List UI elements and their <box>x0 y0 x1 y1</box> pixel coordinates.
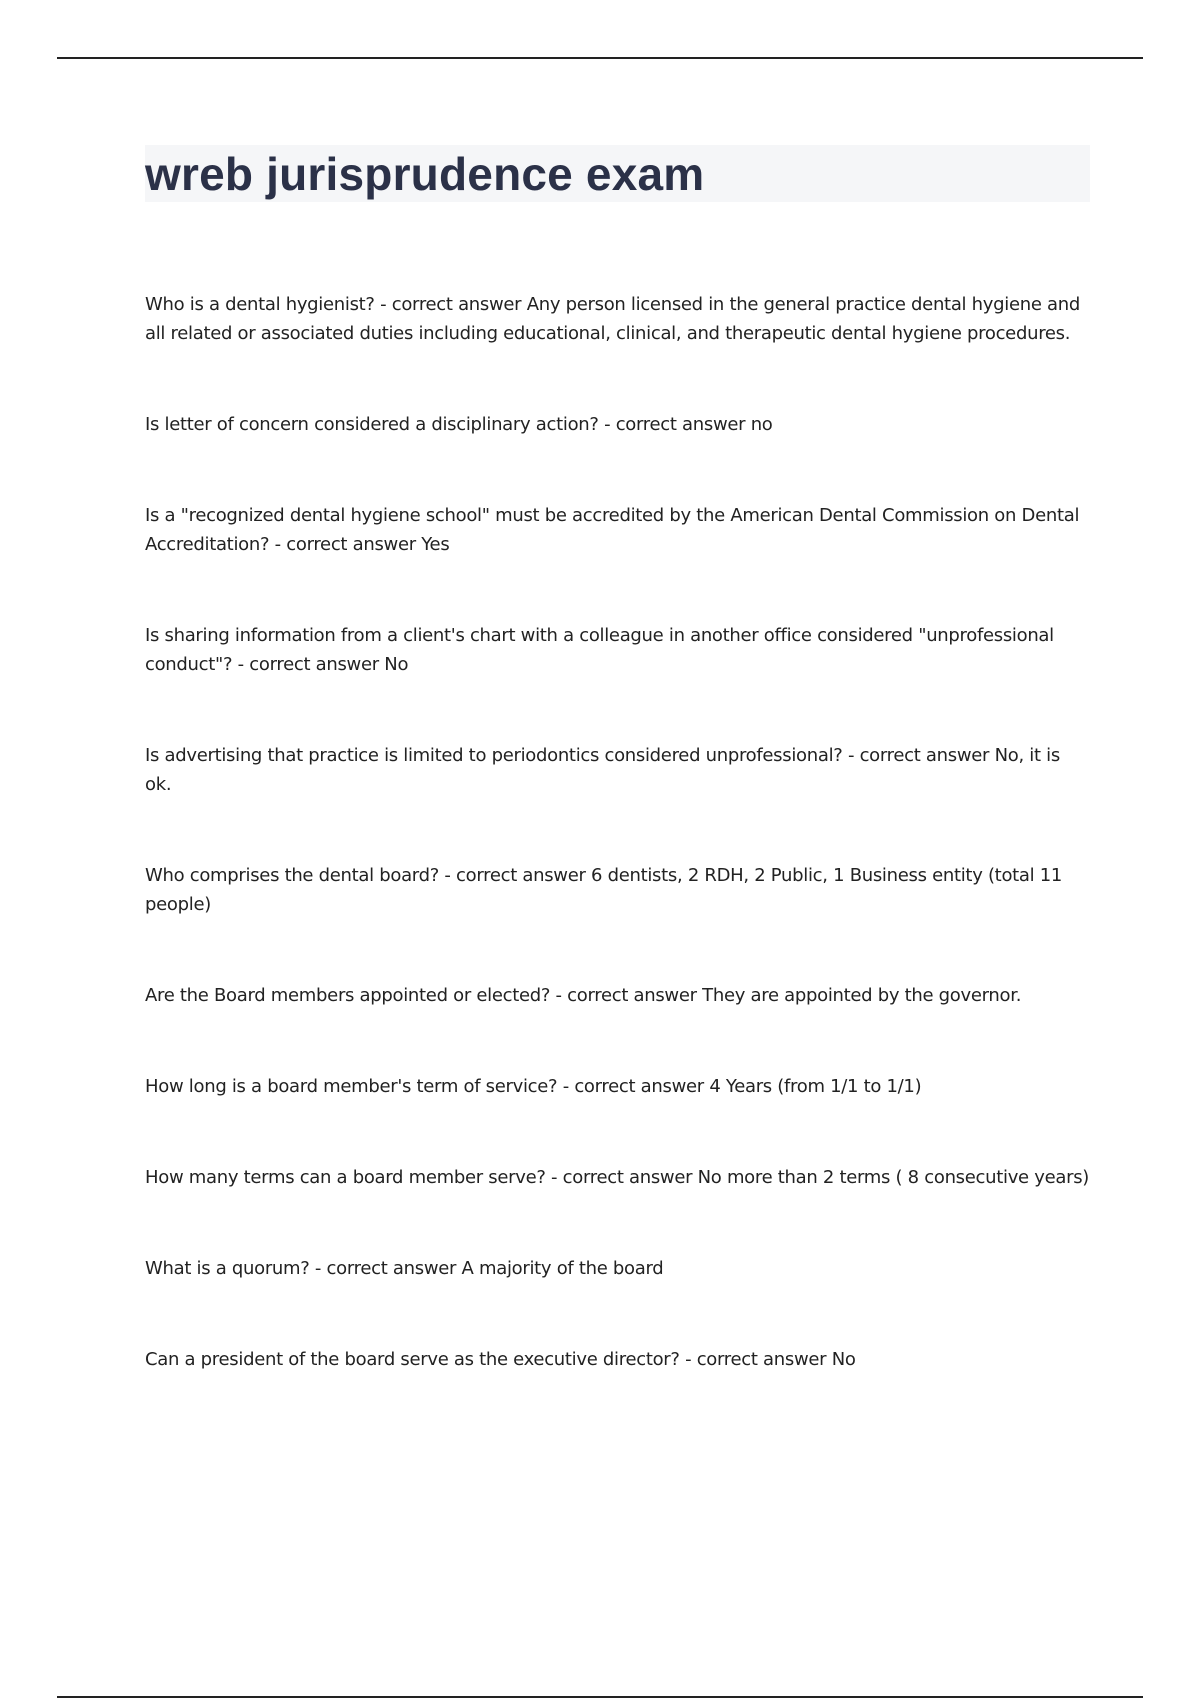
question-text: Is sharing information from a client's chart with a colleague in another office considered "unprofessional conduct"? <box>145 625 1054 675</box>
question-text: Are the Board members appointed or elected? <box>145 985 551 1006</box>
qa-item <box>145 1072 1090 1101</box>
answer-text: 6 dentists, 2 RDH, 2 Public, 1 Business entity (total 11 people) <box>145 865 1063 915</box>
answer-text: Any person licensed in the general practice dental hygiene and all related or associated duties including educational, clinical, and therapeutic dental hygiene procedures. <box>145 294 1080 344</box>
qa-item <box>145 501 1090 559</box>
qa-item <box>145 741 1090 799</box>
question-text: How long is a board member's term of service? <box>145 1076 558 1097</box>
answer-separator: - correct answer <box>438 865 592 886</box>
qa-item <box>145 861 1090 919</box>
qa-item <box>145 1163 1090 1192</box>
answer-text: Yes <box>421 534 450 555</box>
answer-separator: - correct answer <box>269 534 422 555</box>
question-text: Is advertising that practice is limited to periodontics considered unprofessional? <box>145 745 843 766</box>
question-text: Can a president of the board serve as the executive director? <box>145 1349 680 1370</box>
question-text: What is a quorum? <box>145 1258 310 1279</box>
qa-item <box>145 290 1090 348</box>
qa-item <box>145 981 1090 1010</box>
answer-separator: - correct answer <box>557 1076 710 1097</box>
answer-text: No <box>384 654 409 675</box>
answer-separator: - correct answer <box>550 985 703 1006</box>
header-rule <box>57 57 1143 59</box>
answer-separator: - correct answer <box>232 654 385 675</box>
answer-text: No, it is ok. <box>145 745 1060 795</box>
qa-item <box>145 621 1090 679</box>
question-text: How many terms can a board member serve? <box>145 1167 546 1188</box>
answer-text: A majority of the board <box>461 1258 664 1279</box>
answer-separator: - correct answer <box>842 745 995 766</box>
answer-text: No more than 2 terms ( 8 consecutive years) <box>697 1167 1089 1188</box>
question-text: Who is a dental hygienist? <box>145 294 375 315</box>
answer-separator: - correct answer <box>598 414 751 435</box>
answer-separator: - correct answer <box>679 1349 832 1370</box>
answer-text: They are appointed by the governor. <box>702 985 1022 1006</box>
qa-item <box>145 1254 1090 1283</box>
question-text: Who comprises the dental board? <box>145 865 439 886</box>
answer-text: No <box>831 1349 856 1370</box>
question-text: Is a "recognized dental hygiene school" must be accredited by the American Dental Commission on Dental Accreditation? <box>145 505 1080 555</box>
qa-item <box>145 1345 1090 1374</box>
answer-separator: - correct answer <box>374 294 527 315</box>
answer-text: 4 Years (from 1/1 to 1/1) <box>709 1076 922 1097</box>
answer-separator: - correct answer <box>545 1167 698 1188</box>
question-text: Is letter of concern considered a disciplinary action? <box>145 414 599 435</box>
document-title: wreb jurisprudence exam <box>145 148 705 200</box>
footer-rule <box>57 1696 1143 1698</box>
qa-list <box>145 290 1090 1436</box>
qa-item <box>145 410 1090 439</box>
answer-separator: - correct answer <box>309 1258 462 1279</box>
answer-text: no <box>750 414 773 435</box>
